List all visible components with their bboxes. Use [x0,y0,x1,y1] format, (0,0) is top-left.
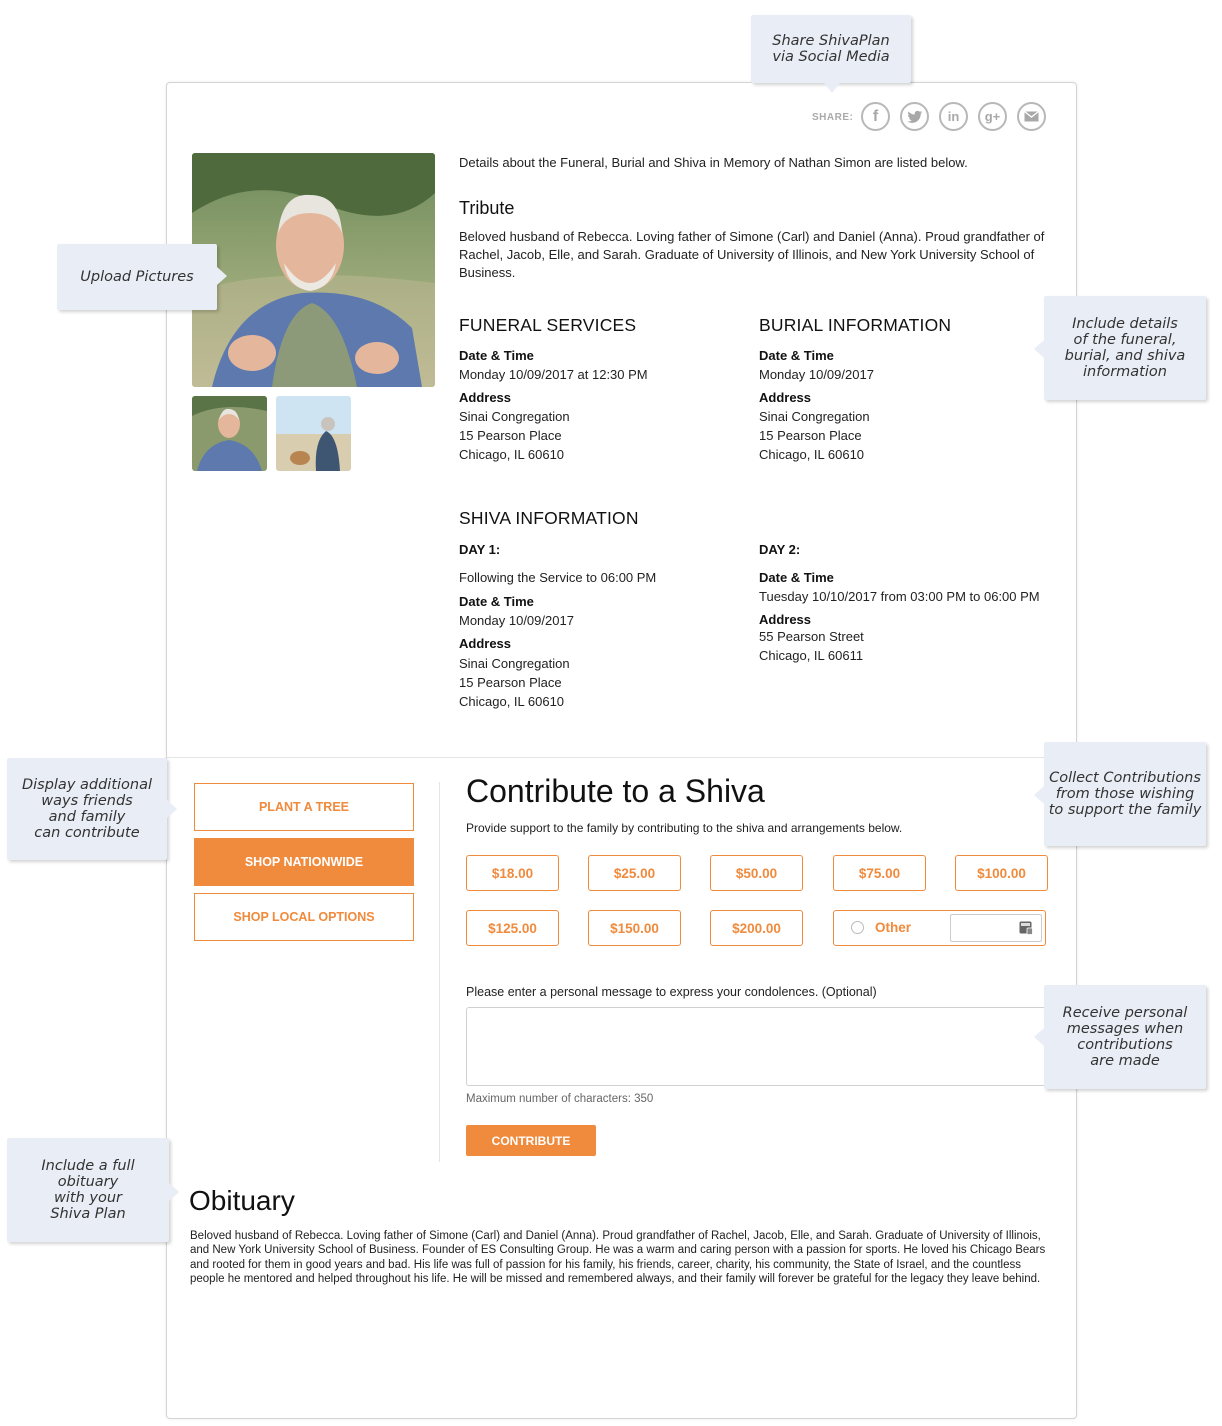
amount-button[interactable]: $25.00 [588,855,681,891]
amount-button[interactable]: $50.00 [710,855,803,891]
message-label: Please enter a personal message to express your condolences. (Optional) [466,985,877,999]
amount-button[interactable]: $150.00 [588,910,681,946]
funeral-title: FUNERAL SERVICES [459,315,637,335]
burial-address: Sinai Congregation 15 Pearson Place Chicago, IL 60610 [759,409,870,462]
main-photo [192,153,435,387]
shiva-day2-address: 55 Pearson Street Chicago, IL 60611 [759,629,864,663]
shiva-day2-datetime-label: Date & Time [759,570,834,585]
max-chars-note: Maximum number of characters: 350 [466,1093,654,1105]
shiva-day2-label: DAY 2: [759,542,801,557]
funeral-datetime: Monday 10/09/2017 at 12:30 PM [459,367,648,382]
shiva-day2-datetime: Tuesday 10/10/2017 from 03:00 PM to 06:00 PM [759,589,1040,604]
burial-address-label: Address [759,390,812,405]
shiva-day2-address-label: Address [759,612,812,627]
callout-collect: Collect Contributions from those wishing to support the family [1044,742,1206,846]
twitter-icon[interactable] [900,102,929,131]
amount-button[interactable]: $200.00 [710,910,803,946]
email-icon[interactable] [1017,102,1046,131]
other-radio[interactable] [851,921,864,934]
obituary-title: Obituary [189,1185,295,1216]
callout-pointer [169,1183,179,1201]
burial-datetime: Monday 10/09/2017 [759,367,874,382]
callout-messages: Receive personal messages when contributions are made [1044,985,1206,1089]
amount-button[interactable]: $18.00 [466,855,559,891]
funeral-address-label: Address [459,390,512,405]
shiva-day1-datetime-label: Date & Time [459,594,534,609]
other-label: Other [875,920,912,935]
callout-pointer [217,267,227,285]
callout-pointer [1034,1028,1044,1046]
shiva-day1-datetime: Monday 10/09/2017 [459,613,574,628]
callout-upload: Upload Pictures [57,244,217,310]
amount-button[interactable]: $100.00 [955,855,1048,891]
facebook-icon[interactable]: f [861,102,890,131]
callout-additional: Display additional ways friends and family can contribute [7,758,167,860]
linkedin-icon[interactable]: in [939,102,968,131]
callout-details: Include details of the funeral, burial, and shiva information [1044,296,1206,400]
callout-pointer [824,83,840,93]
contribute-title: Contribute to a Shiva [466,773,765,809]
message-textarea[interactable] [466,1007,1046,1086]
callout-share: Share ShivaPlan via Social Media [751,15,911,83]
tribute-text: Beloved husband of Rebecca. Loving father of Simone (Carl) and Daniel (Anna). Proud grandfather of Rachel, Jacob, Elle, and Sarah. Graduate of University of Illinois, and New York University School of Business. [459,229,1045,280]
vertical-divider [439,782,440,1162]
contribute-subtitle: Provide support to the family by contributing to the shiva and arrangements below. [466,821,903,835]
tribute-title: Tribute [459,198,515,218]
obituary-text: Beloved husband of Rebecca. Loving father of Simone (Carl) and Daniel (Anna). Proud grandfather of Rachel, Jacob, Elle, and Sarah. Graduate of University of Illinois, and New York University School of Business. Founder of ES Consulting Group. He was a warm and caring person with a passion for sports. He loved his Chicago Bears and rooted for them in good years and bad. His life was full of passion for his family, his friends, career, charity, his community, the State of Israel, and the countless people he mentored and helped throughout his life. He will be missed and remembered always, and their family will forever be grateful for the legacy they leave behind. [190,1230,1046,1285]
amount-button[interactable]: $125.00 [466,910,559,946]
section-divider [167,757,1074,758]
thumbnail-photo-1[interactable] [192,396,267,471]
shop-local-options-button[interactable]: SHOP LOCAL OPTIONS [194,893,414,941]
share-label: SHARE: [812,112,854,123]
shiva-day1-address-label: Address [459,636,512,651]
funeral-address: Sinai Congregation 15 Pearson Place Chicago, IL 60610 [459,409,570,462]
calculator-icon [1019,921,1033,940]
burial-title: BURIAL INFORMATION [759,315,952,335]
callout-pointer [1034,340,1044,358]
google-plus-icon[interactable]: g+ [978,102,1007,131]
burial-datetime-label: Date & Time [759,348,834,363]
shiva-day1-note: Following the Service to 06:00 PM [459,570,657,585]
funeral-datetime-label: Date & Time [459,348,534,363]
shiva-day1-label: DAY 1: [459,542,501,557]
contribute-button[interactable]: CONTRIBUTE [466,1125,596,1156]
callout-pointer [1034,786,1044,804]
callout-pointer [167,800,177,818]
shop-nationwide-button[interactable]: SHOP NATIONWIDE [194,838,414,886]
shiva-day1-address: Sinai Congregation 15 Pearson Place Chicago, IL 60610 [459,656,570,709]
intro-text: Details about the Funeral, Burial and Shiva in Memory of Nathan Simon are listed below. [459,155,968,170]
shiva-title: SHIVA INFORMATION [459,508,639,528]
callout-obituary: Include a full obituary with your Shiva Plan [7,1138,169,1242]
plant-a-tree-button[interactable]: PLANT A TREE [194,783,414,831]
thumbnail-photo-2[interactable] [276,396,351,471]
amount-button[interactable]: $75.00 [833,855,926,891]
